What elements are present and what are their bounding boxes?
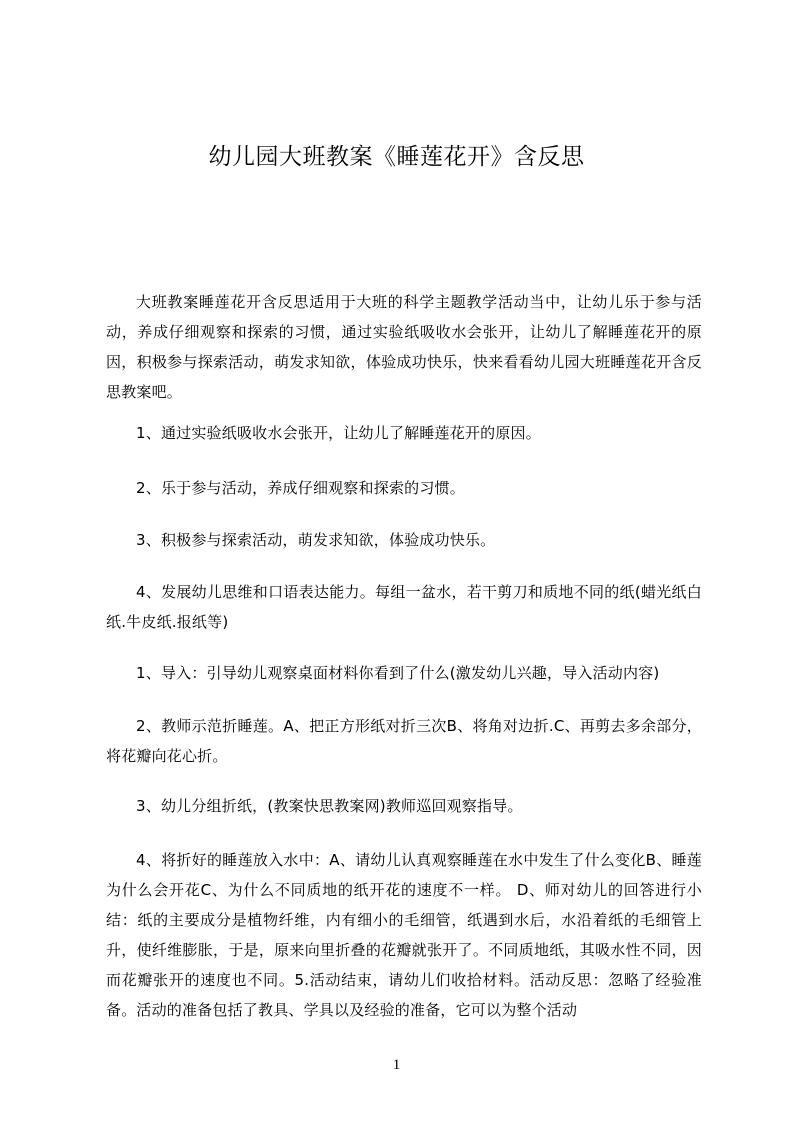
objective-4-materials-paragraph: 4、发展幼儿思维和口语表达能力。每组一盆水，若干剪刀和质地不同的纸(蜡光纸白纸.牛皮纸.报纸等): [106, 583, 702, 631]
page-number: 1: [392, 1057, 401, 1073]
document-title: 幼儿园大班教案《睡莲花开》含反思: [208, 144, 585, 170]
step-3-paragraph: 3、幼儿分组折纸，(教案快思教案网)教师巡回观察指导。: [136, 797, 523, 815]
step-1-paragraph: 1、导入：引导幼儿观察桌面材料你看到了什么(激发幼儿兴趣，导入活动内容): [136, 664, 660, 682]
step-2-paragraph: 2、教师示范折睡莲。A、把正方形纸对折三次B、将角对边折.C、再剪去多余部分，将花瓣向花心折。: [106, 717, 702, 765]
objective-3-paragraph: 3、积极参与探索活动，萌发求知欲，体验成功快乐。: [136, 531, 496, 549]
step-4-reflection-paragraph: 4、将折好的睡莲放入水中：A、请幼儿认真观察睡莲在水中发生了什么变化B、睡莲为什么会开花C、为什么不同质地的纸开花的速度不一样。 D、师对幼儿的回答进行小结：纸的主要成分是植物纤维，内有细小的毛细管，纸遇到水后，水沿着纸的毛细管上升，使纤维膨胀，于是，原来向里折叠的花瓣就张开了。不同质地纸，其吸水性不同，因而花瓣张开的速度也不同。5.活动结束，请幼儿们收拾材料。活动反思：忽略了经验准备。活动的准备包括了教具、学具以及经验的准备，它可以为整个活动: [106, 851, 702, 1019]
objective-1-paragraph: 1、通过实验纸吸收水会张开，让幼儿了解睡莲花开的原因。: [136, 424, 541, 442]
objective-2-paragraph: 2、乐于参与活动，养成仔细观察和探索的习惯。: [136, 479, 465, 497]
intro-paragraph: 大班教案睡莲花开含反思适用于大班的科学主题教学活动当中，让幼儿乐于参与活动，养成仔细观察和探索的习惯，通过实验纸吸收水会张开，让幼儿了解睡莲花开的原因，积极参与探索活动，萌发求知欲，体验成功快乐，快来看看幼儿园大班睡莲花开含反思教案吧。: [106, 293, 702, 401]
